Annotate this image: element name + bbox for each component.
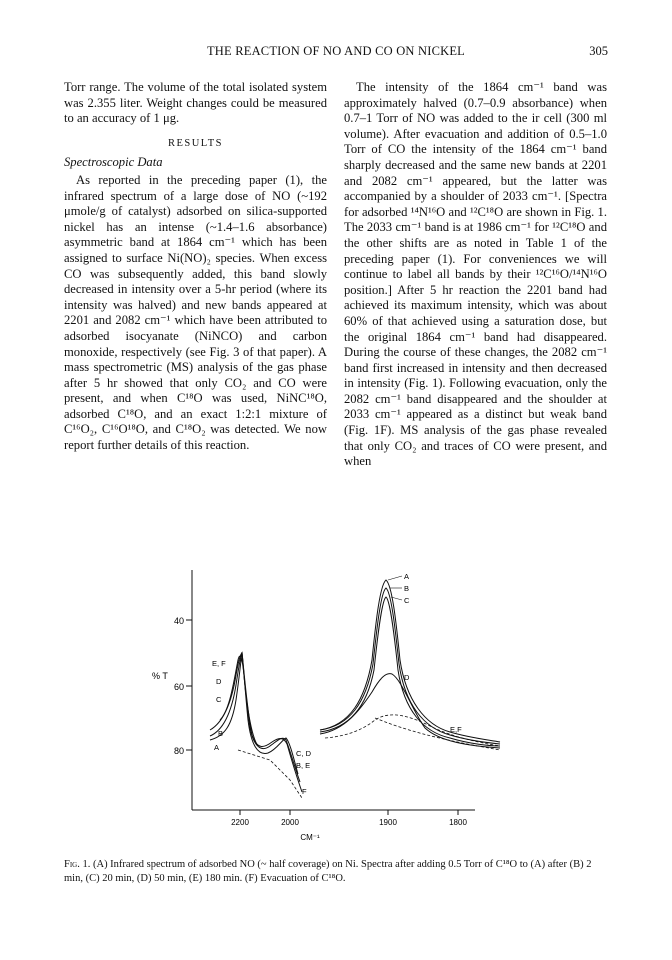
y-tick-label-40: 40: [173, 616, 184, 626]
figure-1-spectra: [150, 560, 550, 855]
spectrum-C-right: [320, 597, 500, 746]
right-paragraph-1: The intensity of the 1864 cm⁻¹ band was approximately halved (0.7–0.9 absorbance) when 0.7–1 Torr of NO was added to the ir cell (300 ml volume). After evacuation and addition of 0.5–1.0 Torr of CO the intensity of the 1864 cm⁻¹ band sharply decreased and the same new bands at 2201 and 2082 cm⁻¹ appeared, but the latter was accompanied by a shoulder of 2033 cm⁻¹. [Spectra for adsorbed ¹⁴N¹⁶O and ¹²C¹⁸O are shown in Fig. 1. The 2033 cm⁻¹ band is at 1986 cm⁻¹ for ¹²C¹⁸O and the other shifts are as noted in Table 1 of the preceding paper (1). For conveniences we will continue to label all bands by their ¹²C¹⁶O/¹⁴N¹⁶O position.] After 5 hr reaction the 2201 band had achieved its maximum intensity, which was about 60% of that achieved using a saturation dose, but the original 1864 cm⁻¹ band had disappeared. During the course of these changes, the 2082 cm⁻¹ band first increased in intensity and then decreased in intensity (Fig. 1). Following evacuation, only the 2082 cm⁻¹ band disappeared and the shoulder at 2033 cm⁻¹ appeared as a distinct but weak band (Fig. 1F). MS analysis of the gas phase revealed that only CO₂ and traces of CO were present, and when: [344, 80, 607, 469]
label-BE-left: B, E: [296, 761, 311, 770]
left-panel-spectra: [210, 652, 302, 792]
spectrum-B-left: [210, 653, 300, 782]
figure-1: [150, 560, 550, 855]
x-axis-label: CM⁻¹: [300, 833, 320, 842]
figure-caption: [64, 858, 608, 886]
spectrum-D-left: [220, 656, 258, 746]
y-tick-label-60: 60: [173, 682, 184, 692]
caption-text: (A) Infrared spectrum of adsorbed NO (~ half coverage) on Ni. Spectra after adding 0.5 Torr of C¹⁸O to (A) after (B) 2 min, (C) 20 min, (D) 50 min, (E) 180 min. (F) Evacuation of C¹⁸O.: [64, 859, 592, 884]
label-B-left: B: [218, 729, 224, 738]
label-C-right: C: [404, 596, 410, 605]
left-paragraph-1: Torr range. The volume of the total isolated system was 2.355 liter. Weight changes could be measured to an accuracy of 1 μg.: [64, 80, 327, 126]
label-D-right: D: [404, 673, 410, 682]
label-EF-left: E, F: [212, 659, 226, 668]
label-C-left: C: [216, 695, 222, 704]
page-header: [64, 44, 608, 62]
page-number: 305: [589, 44, 608, 58]
left-paragraph-2: As reported in the preceding paper (1), the infrared spectrum of a large dose of NO (~192 μmole/g of catalyst) adsorbed on silica-supported nickel has an intense (~1.4–1.6 absorbance) asymmetric band at 1864 cm⁻¹ which has been assigned to surface Ni(NO)₂ species. When excess CO was subsequently added, this band slowly decreased in intensity over a 5-hr period (where its intensity was halved) and new bands appeared at 2201 and 2082 cm⁻¹ which have been attributed to adsorbed isocyanate (NiNCO) and carbon monoxide, respectively (see Fig. 3 of that paper). A mass spectrometric (MS) analysis of the gas phase after 5 hr showed that only CO₂ and CO were present, and when C¹⁸O was used, NiNC¹⁸O, adsorbed C¹⁸O, and an exact 1:2:1 mixture of C¹⁶O₂, C¹⁶O¹⁸O, and C¹⁸O₂ was detected. We now report further details of this reaction.: [64, 172, 327, 453]
left-column: [64, 80, 327, 454]
spectrum-D-right: [320, 674, 500, 748]
x-tick-label-1900: 1900: [379, 818, 397, 827]
label-A-right: A: [404, 572, 410, 581]
right-column: [344, 80, 607, 470]
x-tick-label-2000: 2000: [281, 818, 299, 827]
running-title: THE REACTION OF NO AND CO ON NICKEL: [206, 44, 466, 58]
spectrum-EF-right-dashed: [325, 715, 500, 746]
right-panel-spectra: [320, 580, 500, 748]
x-tick-label-1800: 1800: [449, 818, 467, 827]
subsection-heading: Spectroscopic Data: [64, 155, 163, 170]
label-D-left: D: [216, 677, 222, 686]
caption-label: Fig. 1.: [64, 859, 91, 870]
leader-A-right: [388, 576, 402, 580]
y-axis-label: % T: [152, 671, 168, 681]
label-A-left: A: [214, 743, 220, 752]
label-B-right: B: [404, 584, 410, 593]
spectrum-A-left: [210, 652, 298, 774]
y-tick-label-80: 80: [173, 746, 184, 756]
section-heading: RESULTS: [167, 137, 224, 149]
x-tick-label-2200: 2200: [231, 818, 249, 827]
label-F-left: F: [302, 787, 307, 796]
label-CD-left: C, D: [296, 749, 311, 758]
label-EF-right: E,F: [450, 725, 462, 734]
